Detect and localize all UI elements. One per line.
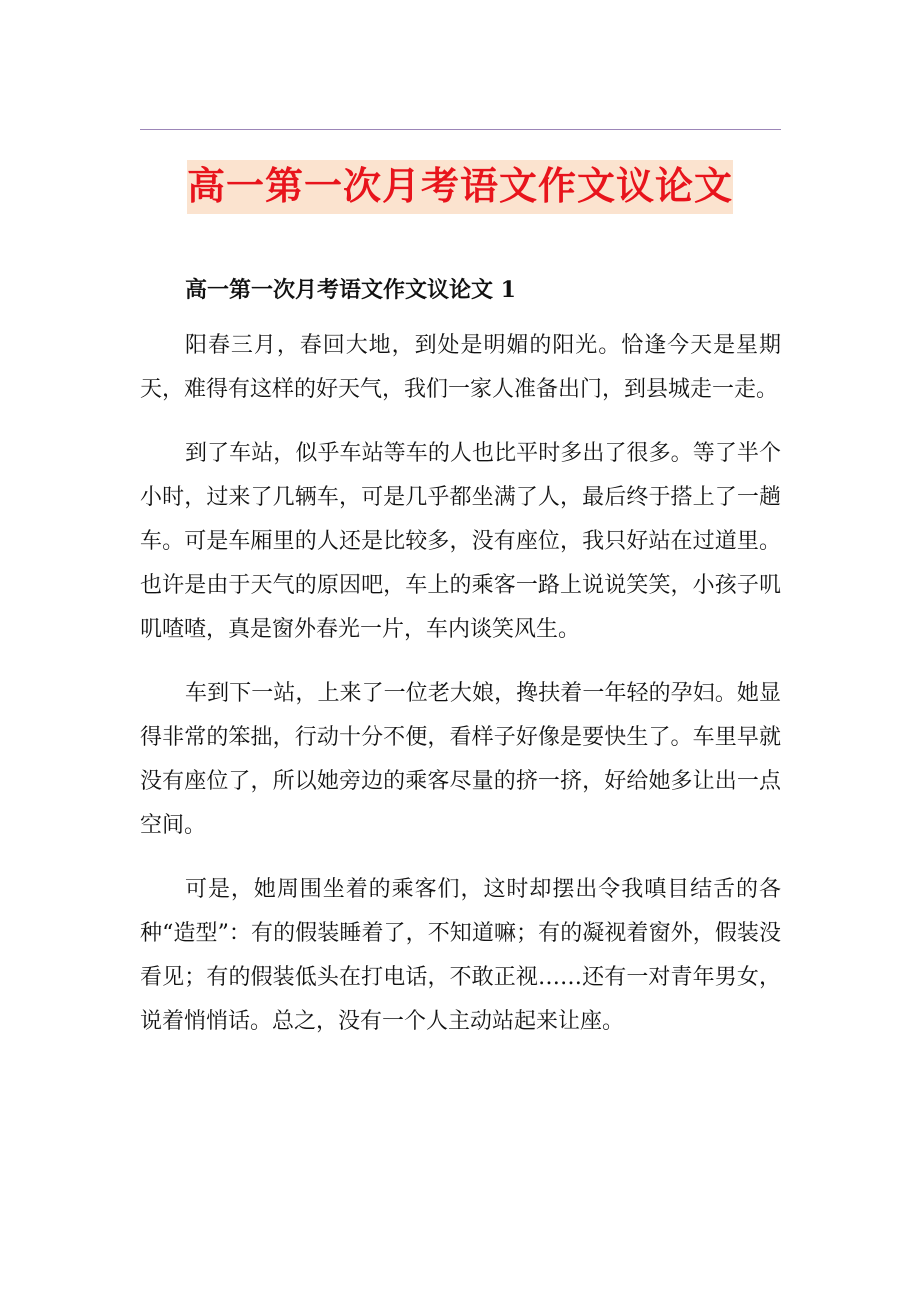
document-body <box>140 268 781 1064</box>
paragraph-3: 车到下一站，上来了一位老大娘，搀扶着一年轻的孕妇。她显得非常的笨拙，行动十分不便，看样子好像是要快生了。车里早就没有座位了，所以她旁边的乘客尽量的挤一挤，好给她多让出一点空间。 <box>140 681 781 838</box>
paragraph-4: 可是，她周围坐着的乘客们，这时却摆出令我嗔目结舌的各种“造型”：有的假装睡着了，不知道嘛；有的凝视着窗外，假装没看见；有的假装低头在打电话，不敢正视……还有一对青年男女，说着悄悄话。总之，没有一个人主动站起来让座。 <box>140 877 781 1034</box>
paragraph-1: 阳春三月，春回大地，到处是明媚的阳光。恰逢今天是星期天，难得有这样的好天气，我们一家人准备出门，到县城走一走。 <box>140 333 781 402</box>
paragraph-2: 到了车站，似乎车站等车的人也比平时多出了很多。等了半个小时，过来了几辆车，可是几乎都坐满了人，最后终于搭上了一趟车。可是车厢里的人还是比较多，没有座位，我只好站在过道里。也许是由于天气的原因吧，车上的乘客一路上说说笑笑，小孩子叽叽喳喳，真是窗外春光一片，车内谈笑风生。 <box>140 441 781 642</box>
section-heading: 高一第一次月考语文作文议论文 1 <box>185 277 516 303</box>
document-title: 高一第一次月考语文作文议论文 <box>187 160 733 214</box>
title-container <box>0 160 920 214</box>
header-rule <box>140 129 781 130</box>
